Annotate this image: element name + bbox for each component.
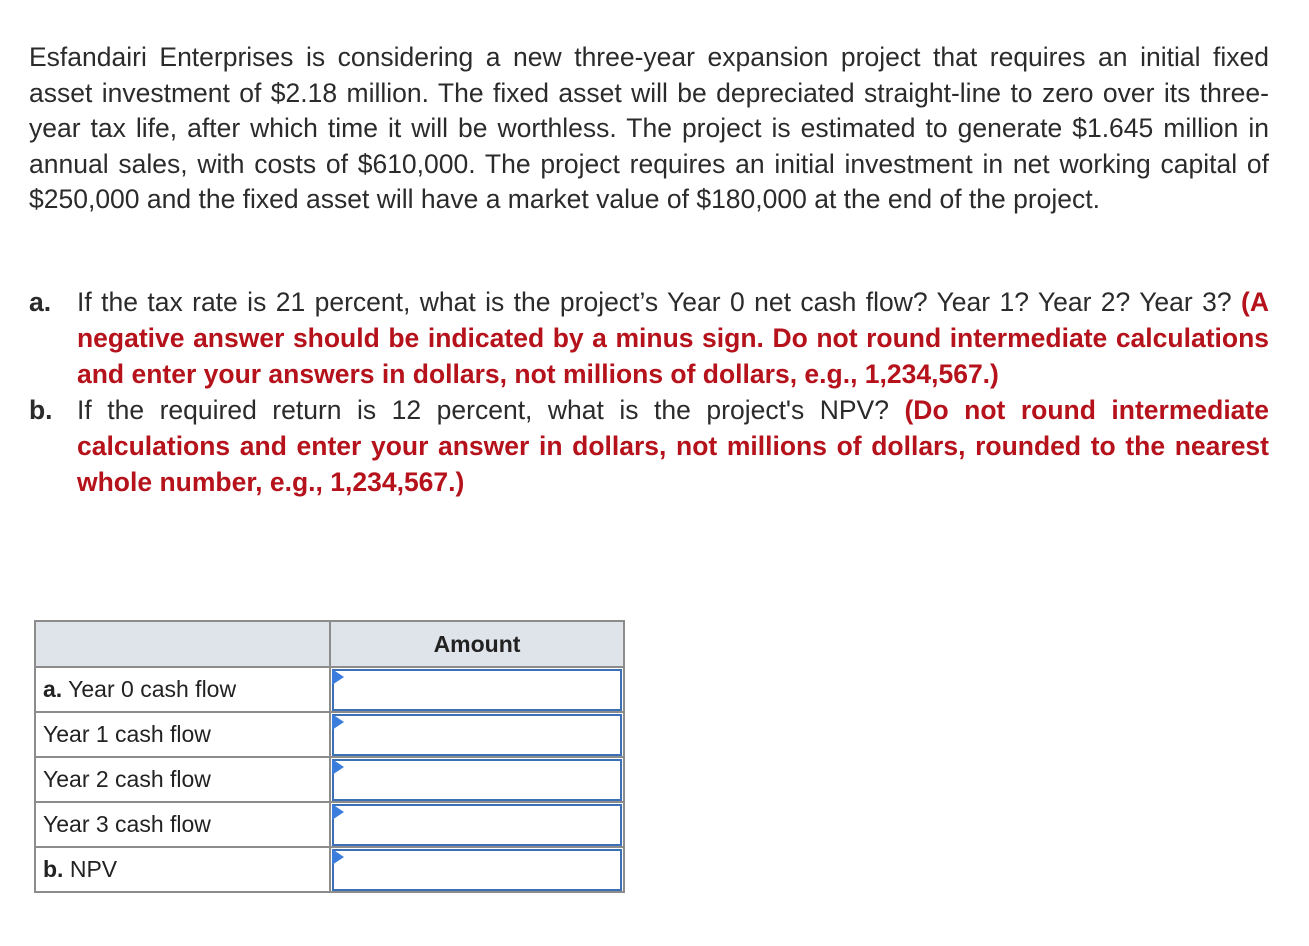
year2-cash-flow-input[interactable] bbox=[332, 759, 622, 801]
amount-cell-year0 bbox=[330, 667, 624, 712]
row-label: NPV bbox=[63, 856, 118, 882]
row-label: Year 1 cash flow bbox=[43, 721, 211, 747]
row-label-npv bbox=[35, 847, 330, 892]
question-a-instruction: (A negative answer should be indicated by a minus sign. Do not round intermediate calculations and enter your answers in dollars, not millions of dollars, e.g., 1,234,567.) bbox=[77, 287, 1269, 389]
question-list bbox=[29, 284, 1269, 500]
question-b-instruction: (Do not round intermediate calculations and enter your answer in dollars, not millions of dollars, rounded to the nearest whole number, e.g., 1,234,567.) bbox=[77, 395, 1269, 497]
question-b-letter: b. bbox=[29, 395, 53, 425]
year3-cash-flow-input[interactable] bbox=[332, 804, 622, 846]
amount-cell-npv bbox=[330, 847, 624, 892]
year1-cash-flow-input[interactable] bbox=[332, 714, 622, 756]
amount-cell-year2 bbox=[330, 757, 624, 802]
row-label: Year 2 cash flow bbox=[43, 766, 211, 792]
row-label-year0 bbox=[35, 667, 330, 712]
problem-statement: Esfandairi Enterprises is considering a new three-year expansion project that requires an initial fixed asset investment of $2.18 million. The fixed asset will be depreciated straight-line to zero over its three-year tax life, after which time it will be worthless. The project is estimated to generate $1.645 million in annual sales, with costs of $610,000. The project requires an initial investment in net working capital of $250,000 and the fixed asset will have a market value of $180,000 at the end of the project. bbox=[29, 42, 1269, 214]
npv-input[interactable] bbox=[332, 849, 622, 891]
table-row bbox=[35, 667, 624, 712]
amount-cell-year3 bbox=[330, 802, 624, 847]
table-row bbox=[35, 847, 624, 892]
table-row bbox=[35, 757, 624, 802]
row-label: Year 0 cash flow bbox=[62, 676, 237, 702]
row-label-year1 bbox=[35, 712, 330, 757]
row-label: Year 3 cash flow bbox=[43, 811, 211, 837]
header-blank-cell bbox=[35, 621, 330, 667]
question-b bbox=[29, 392, 1269, 500]
question-a-text: If the tax rate is 21 percent, what is the project’s Year 0 net cash flow? Year 1? Year 2? Year 3? bbox=[77, 287, 1232, 317]
amount-cell-year1 bbox=[330, 712, 624, 757]
answer-table-header-row bbox=[35, 621, 624, 667]
answer-table bbox=[34, 620, 625, 893]
table-row bbox=[35, 802, 624, 847]
row-label-year3 bbox=[35, 802, 330, 847]
row-prefix: b. bbox=[43, 856, 64, 882]
row-prefix: a. bbox=[43, 676, 63, 702]
year0-cash-flow-input[interactable] bbox=[332, 669, 622, 711]
table-row bbox=[35, 712, 624, 757]
question-a bbox=[29, 284, 1269, 392]
row-label-year2 bbox=[35, 757, 330, 802]
question-b-text: If the required return is 12 percent, what is the project's NPV? bbox=[77, 395, 889, 425]
question-a-letter: a. bbox=[29, 287, 52, 317]
header-amount: Amount bbox=[330, 621, 624, 667]
